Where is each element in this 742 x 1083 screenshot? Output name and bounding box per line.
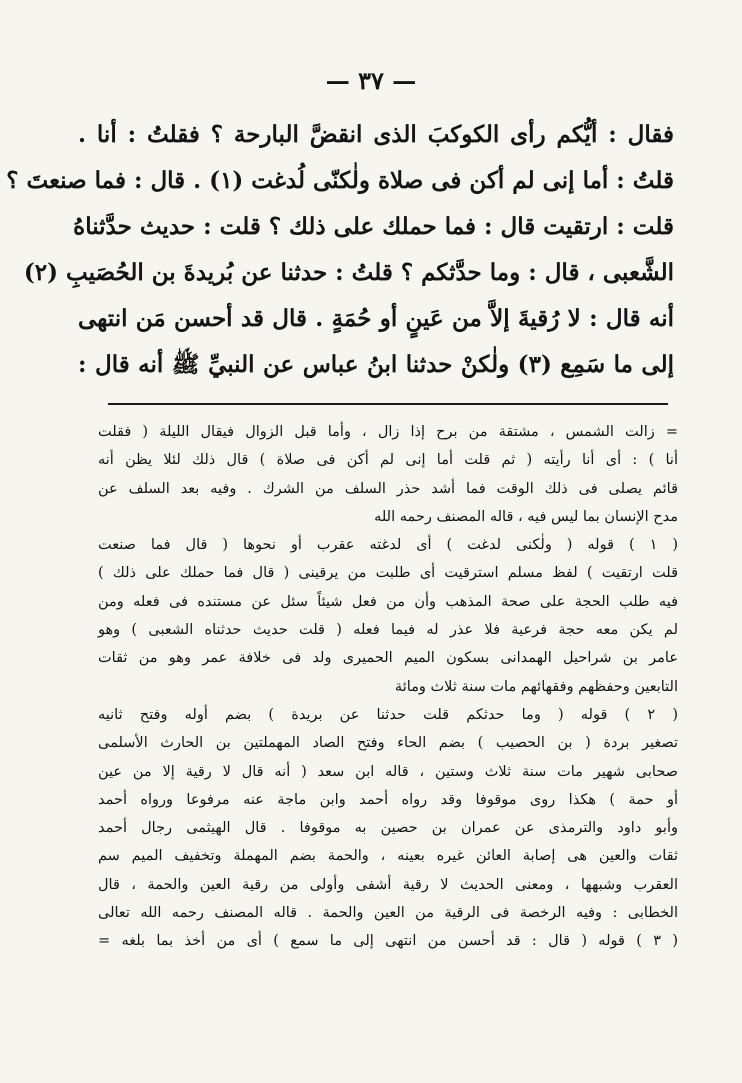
main-text-line: قلتُ : أما إنى لم أكن فى صلاة ولٰكنّى لُدغت (١) . قال : فما صنعتَ ؟ — [6, 167, 674, 194]
footnotes — [98, 418, 678, 956]
footnote-line: ( ١ ) قوله ( ولٰكنى لدغت ) أى لدغته عقرب أو نحوها ( قال فما صنعت — [98, 537, 678, 554]
footnote-line: صحابى شهير مات سنة ثلاث وستين ، قاله ابن سعد ( أنه قال لا رقية إلا من عين — [98, 763, 678, 780]
footnote-line: عامر بن شراحيل الهمدانى بسكون الميم الحميرى ولد فى خلافة عمر وهو من ثقات — [98, 650, 678, 667]
main-text-line: قلت : ارتقيت قال : فما حملك على ذلك ؟ قلت : حديث حدَّثناهُ — [73, 213, 674, 240]
footnote-line: الخطابى : وفيه الرخصة فى الرقية من العين والحمة . قاله المصنف رحمه الله تعالى — [98, 905, 678, 922]
main-text-line: أنه قال : لا رُقيةَ إلاَّ من عَينٍ أو حُمَةٍ . قال قد أحسن مَن انتهى — [78, 305, 674, 332]
footnote-line: = زالت الشمس ، مشتقة من برح إذا زال ، وأما قبل الزوال فيقال الليلة ( فقلت — [98, 424, 678, 440]
page-number: — ٣٧ — — [325, 66, 417, 95]
main-text-line: فقال : أيُّكم رأى الكوكبَ الذى انقضَّ البارحة ؟ فقلتُ : أنا . — [78, 121, 674, 148]
footnote-line: ثقات والعين هى إصابة العائن غيره بعينه ، والحمة بضم المهملة وتخفيف الميم سم — [98, 848, 678, 865]
footnote-line: ( ٣ ) قوله ( قال : قد أحسن من انتهى إلى ما سمع ) أى من أخذ بما بلغه = — [98, 933, 678, 950]
main-text — [6, 112, 674, 388]
footnote-line: لم يكن معه حجة فرعية فلا عذر له فيما فعله ( قلت حديث حدثناه الشعبى ) وهو — [98, 622, 678, 639]
footnote-line: تصغير بردة ( بن الحصيب ) بضم الحاء وفتح الصاد المهملتين بن الحارث الأسلمى — [98, 735, 678, 752]
main-text-line: الشَّعبى ، قال : وما حدَّثكم ؟ قلتُ : حدثنا عن بُريدةَ بن الحُصَيبِ (٢) — [23, 259, 674, 286]
footnote-line: أنا ) : أى أنا رأيته ( ثم قلت أما إنى لم أكن فى صلاة ) قال ذلك لئلا يظن أنه — [98, 452, 678, 469]
footnote-divider — [108, 403, 668, 405]
footnote-line: أو حمة ) هكذا روى موقوفا وقد رواه أحمد وابن ماجة عنه مرفوعا ورواه أحمد — [98, 791, 678, 808]
footnote-line: فيه طلب الحجة على صحة المذهب وأن من فعل شيئاً سئل عن مستنده فى فعله ومن — [98, 593, 678, 610]
main-text-line: إلى ما سَمِع (٣) ولٰكنْ حدثنا ابنُ عباس عن النبيِّ ﷺ أنه قال : — [78, 351, 674, 378]
footnote-line: وأبو داود والترمذى عن عمران بن حصين به موقوفا . قال الهيثمى رجال أحمد — [98, 820, 678, 837]
footnote-line: ( ٢ ) قوله ( وما حدثكم قلت حدثنا عن بريدة ) بضم أوله وفتح ثانيه — [98, 706, 678, 723]
footnote-line: التابعين وحفظهم وفقهائهم مات سنة ثلاث ومائة — [394, 678, 678, 695]
footnote-line: قلت ارتقيت ) لفظ مسلم استرقيت أى طلبت من يرقينى ( قال فما حملك على ذلك ) — [98, 565, 678, 582]
footnote-line: العقرب وشبهها ، ومعنى الحديث لا رقية أشفى وأولى من رقية العين والحمة ، قال — [98, 876, 678, 893]
footnote-line: قائم يصلى فى ذلك الوقت فما أشد حذر السلف من الشرك . وفيه بعد السلف عن — [98, 480, 678, 497]
footnote-line: مدح الإنسان بما ليس فيه ، قاله المصنف رحمه الله — [374, 508, 678, 525]
